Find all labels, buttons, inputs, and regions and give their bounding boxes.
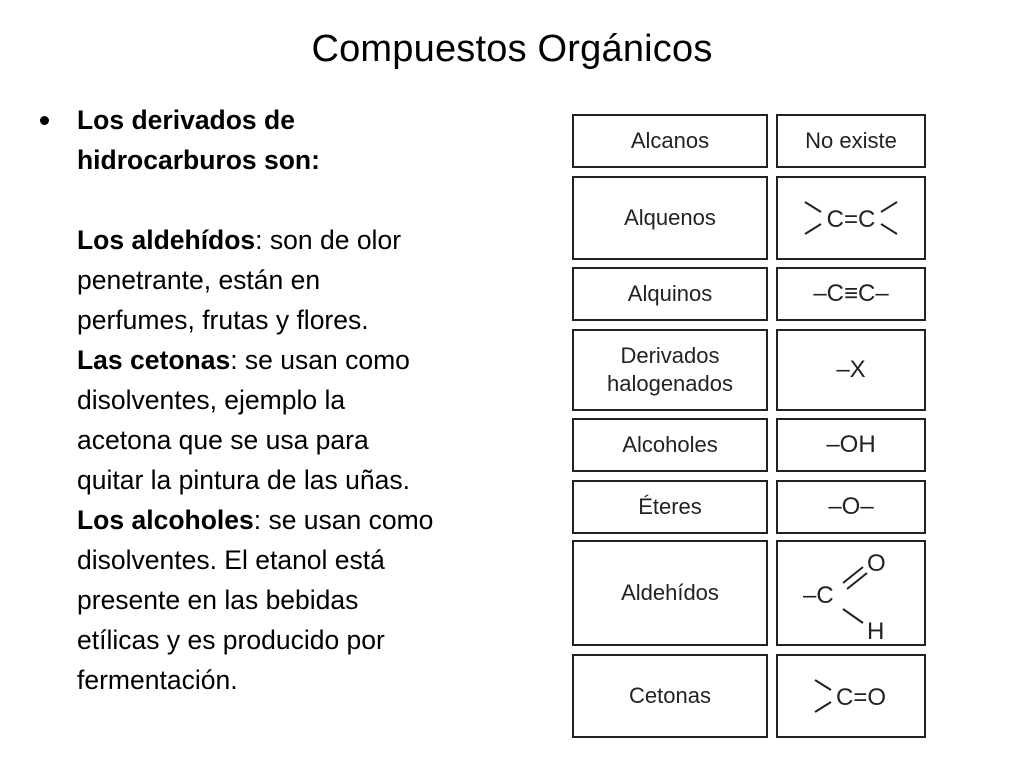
row-group-alcoholes: –OH (776, 418, 926, 472)
row-name-line: Derivados (620, 343, 720, 368)
aldehidos-term: Los aldehídos (77, 225, 256, 255)
bullet-list (40, 100, 520, 700)
alcoholes-term: Los alcoholes (77, 505, 254, 535)
functional-groups-table (572, 112, 928, 742)
heading-line-1: Los derivados de (77, 105, 295, 135)
bullet-content (77, 100, 520, 700)
aldehyde-oxygen-text: O (867, 550, 886, 577)
row-name-line: halogenados (606, 371, 733, 396)
alkene-formula-icon (791, 188, 911, 248)
row-group-alquenos (776, 176, 926, 260)
cetonas-line: quitar la pintura de las uñas. (77, 465, 410, 495)
alcoholes-text: : se usan como (253, 505, 434, 535)
row-group-eteres: –O– (776, 480, 926, 534)
aldehidos-first-line (77, 220, 520, 260)
alcoholes-first-line (77, 500, 520, 540)
row-name-alquenos: Alquenos (572, 176, 768, 260)
cetonas-term: Las cetonas (77, 345, 231, 375)
row-name-alquinos: Alquinos (572, 267, 768, 321)
alcoholes-line: fermentación. (77, 665, 238, 695)
row-name-aldehidos: Aldehídos (572, 540, 768, 646)
ketone-formula-text: C=O (835, 684, 887, 711)
aldehyde-formula-icon (791, 543, 911, 643)
alcoholes-line: disolventes. El etanol está (77, 545, 385, 575)
cetonas-text: : se usan como (230, 345, 410, 375)
spacer (77, 180, 520, 220)
ketone-formula-icon (791, 666, 911, 726)
alcoholes-line: etílicas y es producido por (77, 625, 385, 655)
aldehyde-hydrogen-text: H (867, 618, 885, 643)
row-name-alcanos: Alcanos (572, 114, 768, 168)
row-group-alcanos: No existe (776, 114, 926, 168)
row-group-aldehidos (776, 540, 926, 646)
cetonas-line: disolventes, ejemplo la (77, 385, 346, 415)
aldehyde-core-text: –C (803, 582, 834, 609)
row-name-alcoholes: Alcoholes (572, 418, 768, 472)
cetonas-first-line (77, 340, 520, 380)
row-name-eteres: Éteres (572, 480, 768, 534)
row-group-cetonas (776, 654, 926, 738)
row-name-derivados (572, 329, 768, 411)
bullet-dot (40, 116, 49, 125)
alkene-formula-text: C=C (826, 206, 876, 233)
row-group-alquinos: –C≡C– (776, 267, 926, 321)
row-name-cetonas: Cetonas (572, 654, 768, 738)
row-group-derivados: –X (776, 329, 926, 411)
aldehidos-line: perfumes, frutas y flores. (77, 305, 369, 335)
cetonas-line: acetona que se usa para (77, 425, 369, 455)
aldehidos-text: : son de olor (255, 225, 402, 255)
heading-line-2: hidrocarburos son: (77, 145, 320, 175)
page-title: Compuestos Orgánicos (311, 28, 713, 70)
alcoholes-line: presente en las bebidas (77, 585, 359, 615)
aldehidos-line: penetrante, están en (77, 265, 321, 295)
